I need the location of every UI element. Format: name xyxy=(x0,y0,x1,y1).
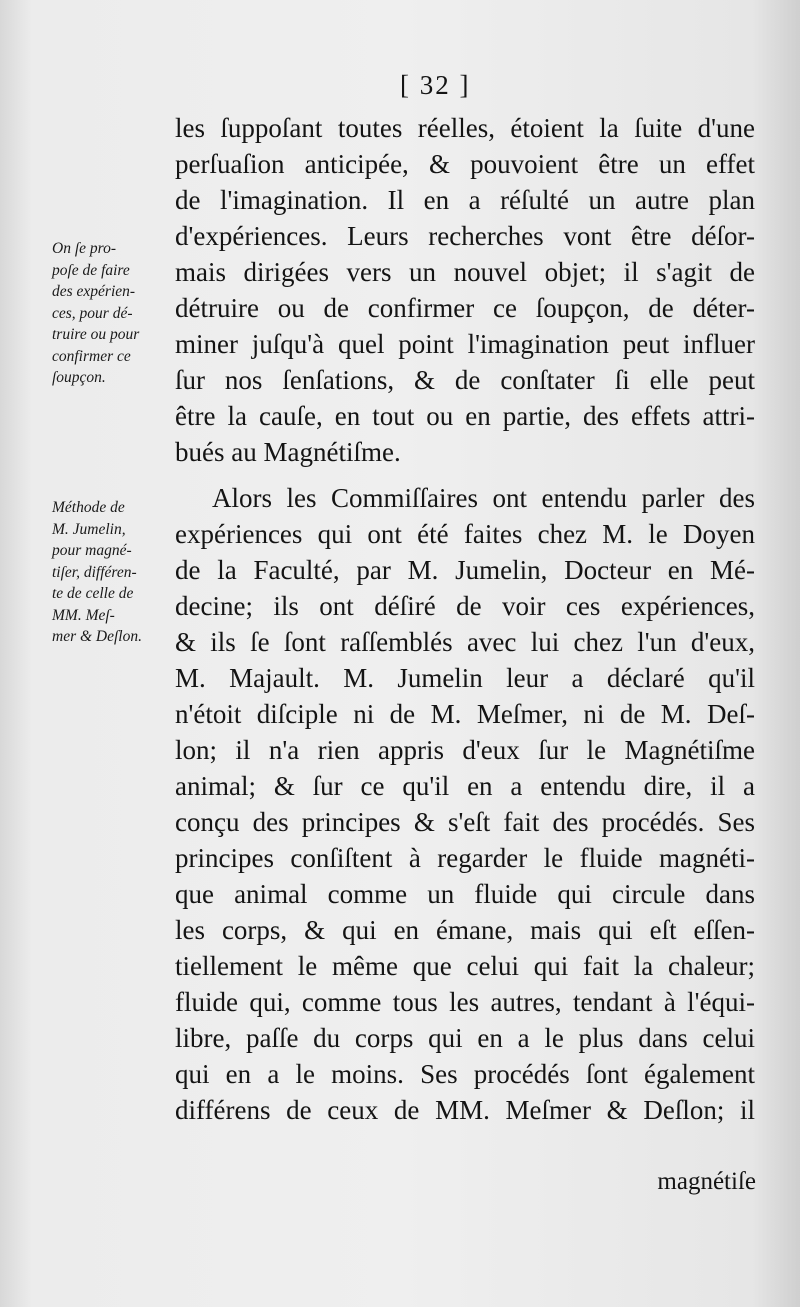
margin-note-line: Méthode de xyxy=(52,499,125,516)
body-line: d'expériences. Leurs recherches vont être déſor- xyxy=(175,221,755,251)
body-line: détruire ou de confirmer ce ſoupçon, de déter- xyxy=(175,293,755,323)
margin-note-line: tiſer, différen- xyxy=(52,563,137,581)
body-line: qui en a le moins. Ses procédés ſont également xyxy=(175,1059,755,1089)
margin-note-line: pour magné- xyxy=(52,542,132,559)
body-line: animal; & ſur ce qu'il en a entendu dire, il a xyxy=(175,771,755,801)
margin-note-line: poſe de faire xyxy=(52,261,130,279)
margin-note-line: des expérien- xyxy=(52,283,136,300)
body-line: les ſuppoſant toutes réelles, étoient la ſuite d'une xyxy=(175,113,755,143)
body-line: decine; ils ont déſiré de voir ces expériences, xyxy=(175,591,755,621)
body-line: & ils ſe ſont raſſemblés avec lui chez l'un d'eux, xyxy=(175,627,755,657)
body-line: de l'imagination. Il en a réſulté un autre plan xyxy=(175,185,755,215)
body-line: que animal comme un fluide qui circule dans xyxy=(175,879,755,909)
margin-note-line: ces, pour dé- xyxy=(52,304,133,322)
body-line: miner juſqu'à quel point l'imagination peut influer xyxy=(175,329,755,359)
margin-note-line: ſoupçon. xyxy=(52,369,106,386)
catchword: magnétiſe xyxy=(657,1168,756,1195)
body-line: être la cauſe, en tout ou en partie, des effets attri- xyxy=(175,401,755,431)
body-line: Alors les Commiſſaires ont entendu parler des xyxy=(212,483,755,513)
body-line: mais dirigées vers un nouvel objet; il s'agit de xyxy=(175,257,755,287)
margin-note-line: confirmer ce xyxy=(52,347,131,365)
body-line: expériences qui ont été faites chez M. le Doyen xyxy=(175,519,755,549)
body-line: perſuaſion anticipée, & pouvoient être un effet xyxy=(175,149,755,179)
body-line: bués au Magnétiſme. xyxy=(175,437,401,467)
body-line: les corps, & qui en émane, mais qui eſt eſſen- xyxy=(175,915,755,945)
body-line: n'étoit diſciple ni de M. Meſmer, ni de M. Deſ- xyxy=(175,699,755,729)
body-line: principes conſiſtent à regarder le fluide magnéti- xyxy=(175,843,755,873)
margin-note-line: mer & Deſlon. xyxy=(52,628,142,645)
margin-note-experiments xyxy=(52,238,172,389)
body-line: conçu des principes & s'eſt fait des procédés. Ses xyxy=(175,807,755,837)
margin-note-line: On ſe pro- xyxy=(52,240,116,257)
margin-note-line: truire ou pour xyxy=(52,326,140,343)
body-line: tiellement le même que celui qui fait la chaleur; xyxy=(175,951,755,981)
page-number: [ 32 ] xyxy=(400,70,471,100)
margin-note-line: MM. Meſ- xyxy=(52,606,115,624)
body-line: libre, paſſe du corps qui en a le plus dans celui xyxy=(175,1023,755,1053)
body-line: M. Majault. M. Jumelin leur a déclaré qu'il xyxy=(175,663,755,693)
body-line: différens de ceux de MM. Meſmer & Deſlon; il xyxy=(175,1095,755,1125)
body-line: ſur nos ſenſations, & de conſtater ſi elle peut xyxy=(175,365,755,395)
margin-note-line: te de celle de xyxy=(52,585,134,602)
body-line: de la Faculté, par M. Jumelin, Docteur en Mé- xyxy=(175,555,755,585)
body-line: lon; il n'a rien appris d'eux ſur le Magnétiſme xyxy=(175,735,755,765)
margin-note-jumelin-method xyxy=(52,497,172,648)
margin-note-line: M. Jumelin, xyxy=(52,520,126,538)
body-line: fluide qui, comme tous les autres, tendant à l'équi- xyxy=(175,987,755,1017)
